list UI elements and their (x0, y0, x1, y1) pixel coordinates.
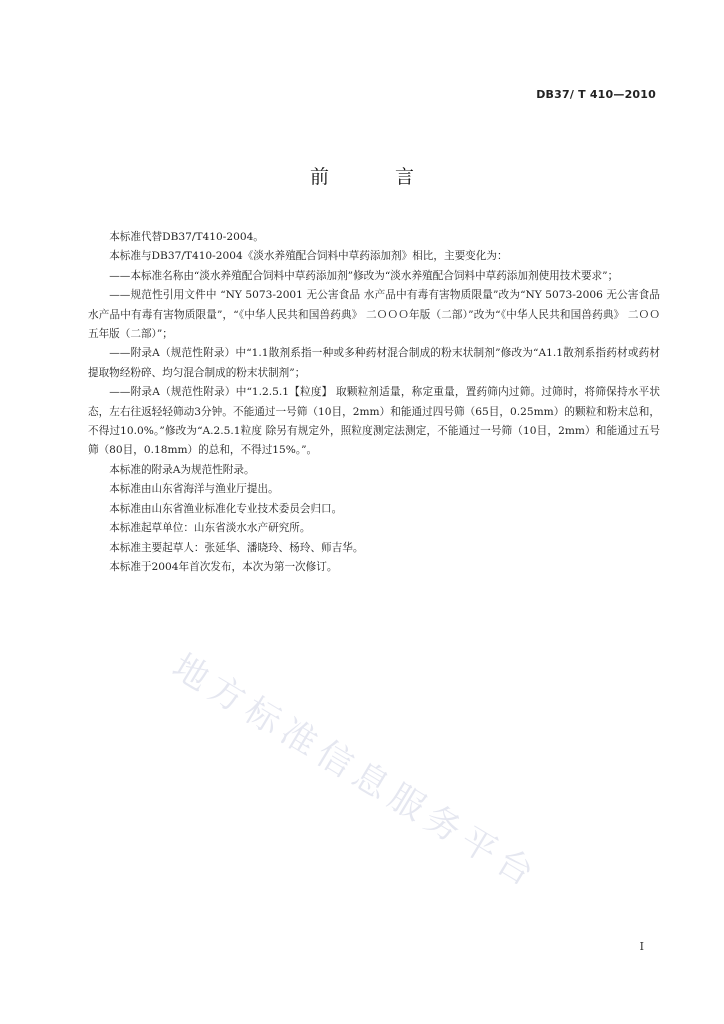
paragraph: ——附录A（规范性附录）中“1.2.5.1【粒度】 取颗粒剂适量，称定重量，置药筛内过筛。过筛时，将筛保持水平状态，左右往返轻轻筛动3分钟。不能通过一号筛（10目，2mm）和能通过四号筛（65目，0.25mm）的颗粒和粉末总和，不得过10.0%。”修改为“A.2.5.1粒度 除另有规定外，照粒度测定法测定，不能通过一号筛（10目，2mm）和能通过五号筛（80目，0.18mm）的总和，不得过15%。”。 (88, 386, 660, 457)
paragraph: ——附录A（规范性附录）中“1.1散剂系指一种或多种药材混合制成的粉末状制剂”修改为“A1.1散剂系指药材或药材提取物经粉碎、均匀混合制成的粉末状制剂”； (88, 347, 660, 379)
section-title: 前 言 (309, 166, 445, 188)
watermark: 地方标准信息服务平台 (165, 646, 546, 898)
standard-code: DB37/ T 410—2010 (536, 88, 656, 101)
paragraph: 本标准主要起草人：张延华、潘晓玲、杨玲、师吉华。 (109, 541, 364, 554)
paragraph: 本标准于2004年首次发布，本次为第一次修订。 (109, 560, 338, 573)
paragraph: 本标准与DB37/T410-2004《淡水养殖配合饲料中草药添加剂》相比，主要变化为： (109, 250, 508, 263)
page-number: I (639, 940, 644, 953)
paragraph: 本标准代替DB37/T410-2004。 (109, 231, 264, 243)
paragraph: 本标准由山东省渔业标准化专业技术委员会归口。 (109, 502, 343, 515)
foreword-body (88, 228, 660, 577)
paragraph: ——本标准名称由“淡水养殖配合饲料中草药添加剂”修改为“淡水养殖配合饲料中草药添加剂使用技术要求”； (109, 269, 619, 282)
paragraph: 本标准起草单位：山东省淡水水产研究所。 (109, 522, 311, 535)
paragraph: 本标准的附录A为规范性附录。 (109, 463, 255, 476)
paragraph: ——规范性引用文件中 “NY 5073-2001 无公害食品 水产品中有毒有害物质限量”改为“NY 5073-2006 无公害食品 水产品中有毒有害物质限量”，“《中华人民共和国兽药典》 二ＯＯＯ年版（二部）”改为“《中华人民共和国兽药典》 二ＯＯ五年版（二部）”； (88, 289, 660, 341)
paragraph: 本标准由山东省海洋与渔业厅提出。 (109, 483, 279, 496)
